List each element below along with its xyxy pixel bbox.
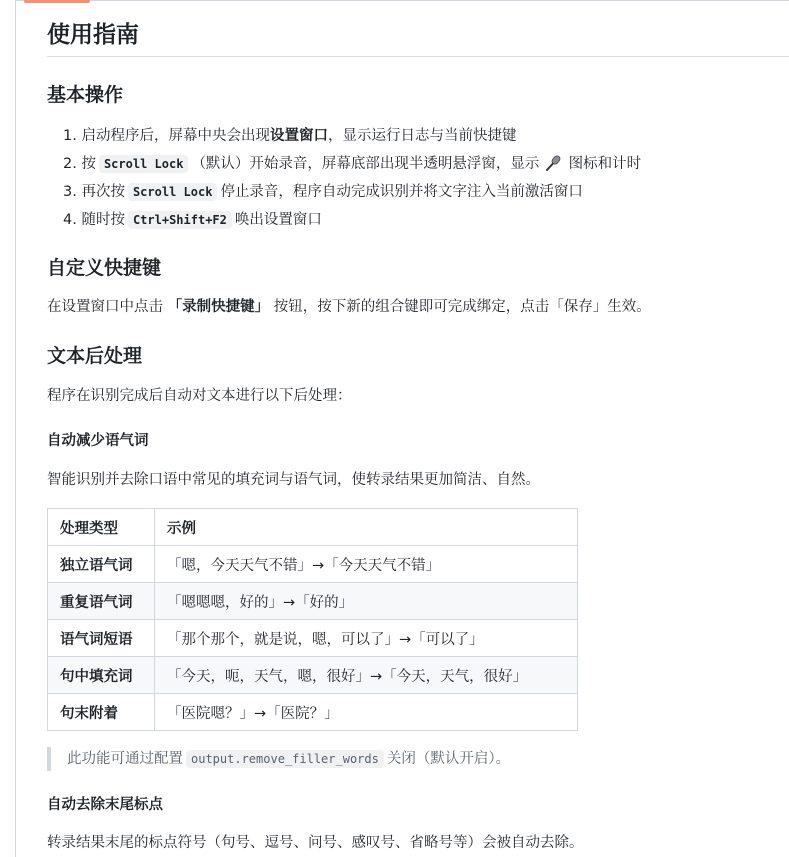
subheading-punctuation: 自动去除末尾标点 — [47, 797, 163, 813]
step-text: 图标和计时 — [568, 156, 642, 172]
microphone-icon — [544, 153, 564, 169]
step-number: 1. — [63, 128, 77, 144]
section-heading-postprocess: 文本后处理 — [47, 345, 143, 367]
punctuation-description: 转录结果末尾的标点符号（句号、逗号、问号、感叹号、省略号等）会被自动去除。 — [47, 835, 584, 851]
record-hotkey-label: 「录制快捷键」 — [167, 299, 270, 315]
step-text: 随时按 — [81, 212, 125, 228]
paragraph-text: 按钮，按下新的组合键即可完成绑定，点击「保存」生效。 — [273, 299, 651, 315]
step-bold: 设置窗口 — [269, 128, 328, 144]
step-text: 再次按 — [81, 184, 125, 200]
postprocess-intro: 程序在识别完成后自动对文本进行以下后处理： — [47, 388, 352, 404]
list-item — [63, 178, 641, 206]
hotkey-code: Scroll Lock — [99, 155, 188, 173]
page-title: 使用指南 — [47, 18, 789, 57]
filler-description: 智能识别并去除口语中常见的填充词与语气词，使转录结果更加简洁、自然。 — [47, 472, 540, 488]
list-item — [63, 122, 641, 150]
table-cell: 「嗯，今天天气不错」→「今天天气不错」 — [155, 546, 578, 583]
config-note — [47, 747, 510, 771]
table-cell: 「今天，呃，天气，嗯，很好」→「今天，天气，很好」 — [155, 657, 578, 694]
step-text: ，显示运行日志与当前快捷键 — [327, 128, 517, 144]
steps-list — [47, 122, 641, 234]
hotkey-paragraph — [47, 296, 651, 318]
step-text: 停止录音，程序自动完成识别并将文字注入当前激活窗口 — [220, 184, 583, 200]
table-header: 处理类型 — [48, 509, 155, 546]
step-text: 启动程序后，屏幕中央会出现 — [81, 128, 270, 144]
hotkey-code: Ctrl+Shift+F2 — [128, 211, 232, 229]
top-border — [15, 0, 789, 5]
table-header-row — [48, 509, 578, 546]
hotkey-code: Scroll Lock — [128, 183, 217, 201]
table-cell: 语气词短语 — [48, 620, 155, 657]
step-number: 3. — [63, 184, 77, 200]
table-cell: 独立语气词 — [48, 546, 155, 583]
table-cell: 句中填充词 — [48, 657, 155, 694]
table-cell: 句末附着 — [48, 694, 155, 731]
section-heading-hotkey: 自定义快捷键 — [47, 257, 162, 279]
config-key-code: output.remove_filler_words — [186, 750, 384, 768]
left-rule — [15, 0, 16, 857]
subheading-filler: 自动减少语气词 — [47, 433, 149, 449]
list-item — [63, 150, 641, 178]
section-heading-basic: 基本操作 — [47, 84, 124, 106]
table-cell: 「那个那个，就是说，嗯，可以了」→「可以了」 — [155, 620, 578, 657]
active-tab-indicator — [24, 0, 90, 3]
paragraph-text: 在设置窗口中点击 — [47, 299, 163, 315]
table-header: 示例 — [155, 509, 578, 546]
step-number: 2. — [63, 156, 77, 172]
step-text: 唤出设置窗口 — [234, 212, 322, 228]
note-text: 关闭（默认开启）。 — [386, 751, 511, 767]
note-text: 此功能可通过配置 — [67, 751, 183, 767]
table-cell: 重复语气词 — [48, 583, 155, 620]
table-cell: 「医院嗯？」→「医院？」 — [155, 694, 578, 731]
list-item — [63, 206, 641, 234]
table-row — [48, 546, 578, 583]
table-row — [48, 694, 578, 731]
step-text: （默认）开始录音，屏幕底部出现半透明悬浮窗，显示 — [191, 156, 540, 172]
filler-table — [47, 508, 578, 731]
table-row — [48, 583, 578, 620]
table-row — [48, 657, 578, 694]
step-text: 按 — [81, 156, 96, 172]
step-number: 4. — [63, 212, 77, 228]
table-row — [48, 620, 578, 657]
table-cell: 「嗯嗯嗯，好的」→「好的」 — [155, 583, 578, 620]
